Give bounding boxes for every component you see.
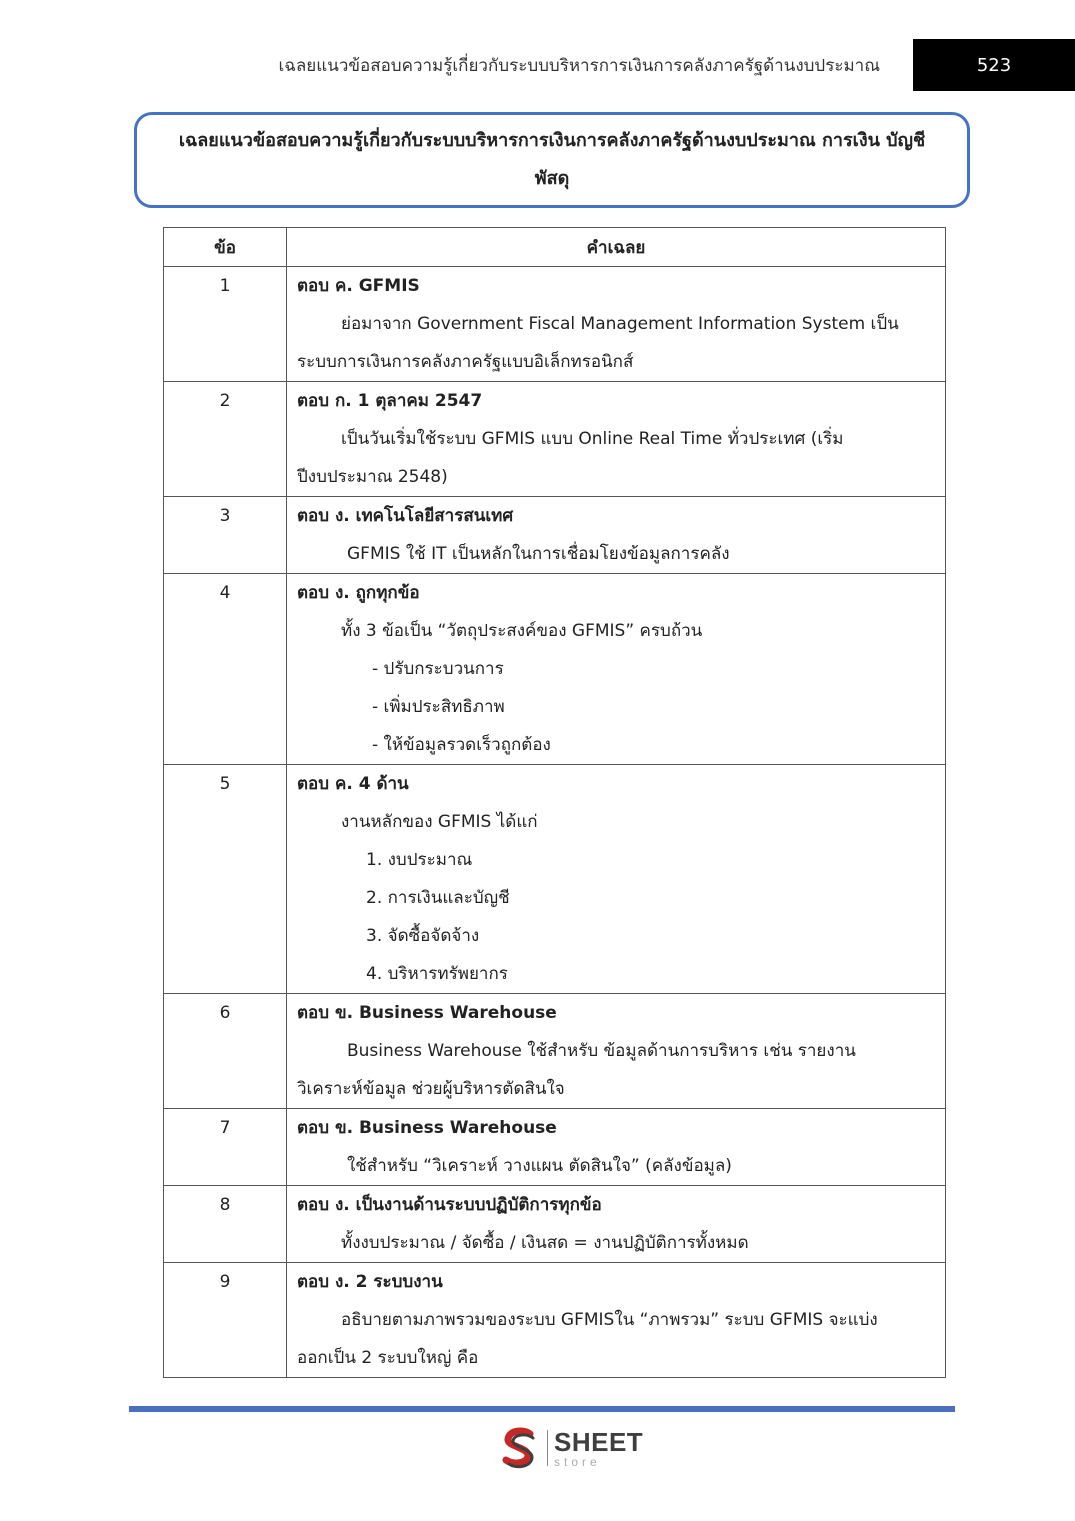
answer-choice: ตอบ ค. 4 ด้าน <box>297 774 409 794</box>
explanation-line: ทั้งงบประมาณ / จัดซื้อ / เงินสด = งานปฏิบัติการทั้งหมด <box>341 1233 749 1253</box>
answer-table <box>163 227 946 1378</box>
page-number <box>913 39 1075 91</box>
explanation-line: Business Warehouse ใช้สำหรับ ข้อมูลด้านการบริหาร เช่น รายงาน <box>347 1041 856 1061</box>
explanation-line: วิเคราะห์ข้อมูล ช่วยผู้บริหารตัดสินใจ <box>297 1079 565 1099</box>
title-line-2: พัสดุ <box>534 168 570 189</box>
numbered-item: 3. จัดซื้อจัดจ้าง <box>366 926 480 946</box>
logo-sub: store <box>554 1454 601 1469</box>
answer-choice: ตอบ ข. Business Warehouse <box>297 1003 557 1023</box>
explanation-line: ย่อมาจาก Government Fiscal Management Information System เป็น <box>341 314 899 334</box>
answer-cell <box>287 994 946 1109</box>
table-row <box>164 1263 946 1378</box>
numbered-item: 1. งบประมาณ <box>366 850 473 870</box>
running-header: เฉลยแนวข้อสอบความรู้เกี่ยวกับระบบบริหารการเงินการคลังภาครัฐด้านงบประมาณ <box>278 56 880 76</box>
table-row <box>164 574 946 765</box>
question-number: 3 <box>164 497 287 574</box>
logo-text <box>554 1426 644 1469</box>
table-row <box>164 994 946 1109</box>
answer-choice: ตอบ ง. เป็นงานด้านระบบปฏิบัติการทุกข้อ <box>297 1195 602 1215</box>
column-header-answer: คำเฉลย <box>287 228 946 267</box>
answer-choice: ตอบ ก. 1 ตุลาคม 2547 <box>297 391 483 411</box>
bullet-item: - เพิ่มประสิทธิภาพ <box>372 697 505 717</box>
table-row <box>164 1186 946 1263</box>
answer-cell <box>287 574 946 765</box>
explanation-line: ใช้สำหรับ “วิเคราะห์ วางแผน ตัดสินใจ” (คลังข้อมูล) <box>347 1156 732 1176</box>
answer-choice: ตอบ ข. Business Warehouse <box>297 1118 557 1138</box>
answer-choice: ตอบ ง. ถูกทุกข้อ <box>297 583 420 603</box>
numbered-item: 2. การเงินและบัญชี <box>366 888 510 908</box>
page-number-text: 523 <box>976 54 1012 76</box>
explanation-line: ออกเป็น 2 ระบบใหญ่ คือ <box>297 1348 479 1368</box>
explanation-line: GFMIS ใช้ IT เป็นหลักในการเชื่อมโยงข้อมูลการคลัง <box>347 544 730 564</box>
answer-cell <box>287 765 946 994</box>
answer-cell <box>287 382 946 497</box>
question-number: 6 <box>164 994 287 1109</box>
title-box <box>134 112 970 208</box>
answer-cell <box>287 1263 946 1378</box>
bullet-item: - ให้ข้อมูลรวดเร็วถูกต้อง <box>372 735 551 755</box>
explanation-line: ปีงบประมาณ 2548) <box>297 467 448 487</box>
answer-cell <box>287 1186 946 1263</box>
question-number: 8 <box>164 1186 287 1263</box>
footer-rule <box>129 1406 955 1412</box>
table-header-row <box>164 228 946 267</box>
answer-choice: ตอบ ง. เทคโนโลยีสารสนเทศ <box>297 506 514 526</box>
sheet-store-logo <box>497 1425 643 1471</box>
column-header-no: ข้อ <box>164 228 287 267</box>
question-number: 4 <box>164 574 287 765</box>
question-number: 1 <box>164 267 287 382</box>
answer-choice: ตอบ ง. 2 ระบบงาน <box>297 1272 443 1292</box>
answer-cell <box>287 267 946 382</box>
explanation-line: เป็นวันเริ่มใช้ระบบ GFMIS แบบ Online Real Time ทั่วประเทศ (เริ่ม <box>341 429 844 449</box>
explanation-line: อธิบายตามภาพรวมของระบบ GFMISใน “ภาพรวม” ระบบ GFMIS จะแบ่ง <box>341 1310 878 1330</box>
table-row <box>164 497 946 574</box>
logo-divider <box>547 1430 548 1466</box>
title-line-1: เฉลยแนวข้อสอบความรู้เกี่ยวกับระบบบริหารการเงินการคลังภาครัฐด้านงบประมาณ การเงิน บัญชี <box>178 130 926 151</box>
question-number: 9 <box>164 1263 287 1378</box>
table-row <box>164 267 946 382</box>
answer-cell <box>287 497 946 574</box>
explanation-line: ระบบการเงินการคลังภาครัฐแบบอิเล็กทรอนิกส์ <box>297 352 634 372</box>
table-row <box>164 1109 946 1186</box>
answer-choice: ตอบ ค. GFMIS <box>297 276 420 296</box>
question-number: 5 <box>164 765 287 994</box>
explanation-line: ทั้ง 3 ข้อเป็น “วัตถุประสงค์ของ GFMIS” ครบถ้วน <box>341 621 703 641</box>
explanation-line: งานหลักของ GFMIS ได้แก่ <box>341 812 538 832</box>
bullet-item: - ปรับกระบวนการ <box>372 659 504 679</box>
question-number: 2 <box>164 382 287 497</box>
answer-cell <box>287 1109 946 1186</box>
question-number: 7 <box>164 1109 287 1186</box>
table-row <box>164 765 946 994</box>
numbered-item: 4. บริหารทรัพยากร <box>366 964 508 984</box>
logo-brand: SHEET <box>554 1426 644 1457</box>
s-logo-icon <box>497 1425 543 1471</box>
table-row <box>164 382 946 497</box>
